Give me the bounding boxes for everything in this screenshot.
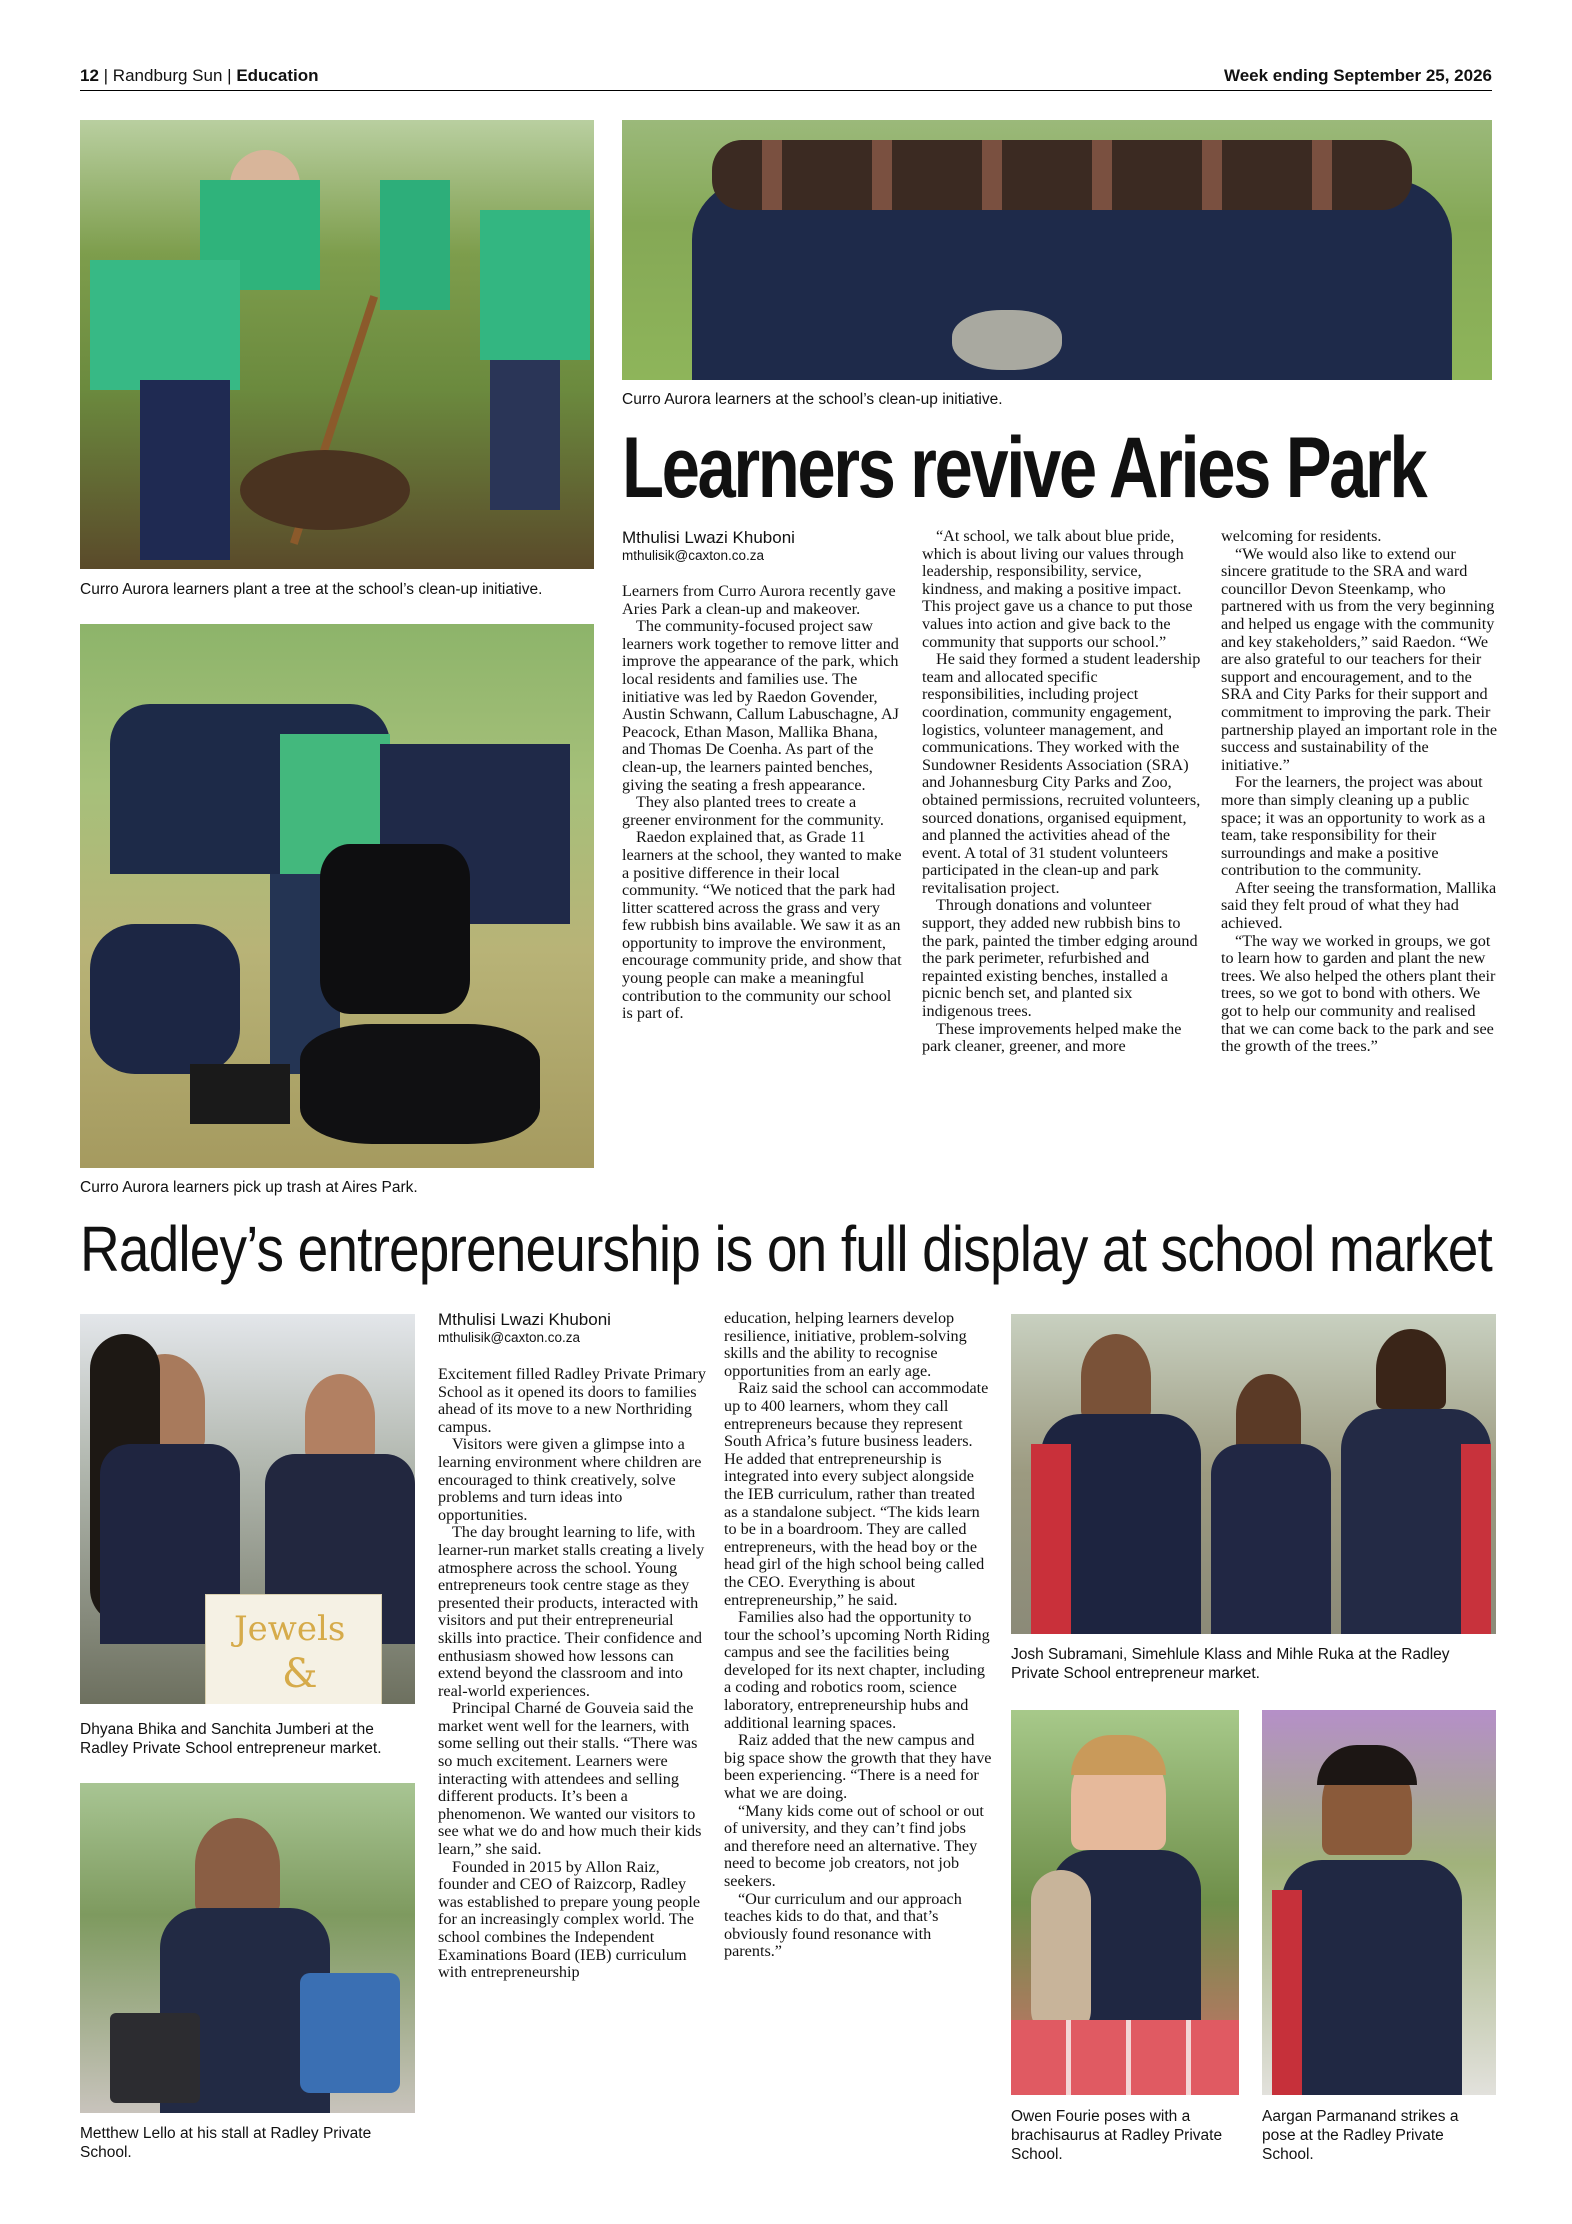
caption-owen-fourie: Owen Fourie poses with a brachisaurus at Radley Private School.	[1011, 2108, 1223, 2163]
paragraph: Founded in 2015 by Allon Raiz, founder and CEO of Raizcorp, Radley was established to prepare young people for an increasingly complex world. The school combines the Independent Examinations Board (IEB) curriculum with entrepreneurship	[438, 1857, 701, 1982]
paragraph: education, helping learners develop resilience, initiative, problem-solving skills and the ability to recognise opportunities from an early age.	[724, 1309, 967, 1380]
headline-aries-park: Learners revive Aries Park	[622, 420, 1426, 516]
photo-owen-fourie	[1011, 1710, 1239, 2095]
photo-planting-tree	[80, 120, 594, 569]
paragraph: The community-focused project saw learners work together to remove litter and improve the appearance of the park, which local residents and families use. The initiative was led by Raedon Govender, Austin Schwann, Callum Labuschagne, AJ Peacock, Ethan Mason, Mallika Bhana, and Thomas De Coenha. As part of the clean-up, the learners painted benches, giving the seating a fresh appearance.	[622, 617, 899, 794]
paragraph: He said they formed a student leadership team and allocated specific responsibilities, including project coordination, community engagement, logistics, volunteer management, and communications. They worked with the Sundowner Residents Association (SRA) and Johannesburg City Parks and Zoo, obtained permissions, recruited volunteers, sourced donations, organised equipment, and planned the activities ahead of the event. A total of 31 student volunteers participated in the clean-up and park revitalisation project.	[922, 650, 1201, 897]
photo-metthew-lello	[80, 1783, 415, 2113]
caption-dhyana-sanchita: Dhyana Bhika and Sanchita Jumberi at the Radley Private School entrepreneur market.	[80, 1721, 382, 1757]
paragraph: welcoming for residents.	[1221, 527, 1382, 545]
caption-pick-up-trash: Curro Aurora learners pick up trash at Aires Park.	[80, 1179, 418, 1196]
article1-column-3	[1221, 528, 1497, 1056]
paragraph: Excitement filled Radley Private Primary School as it opened its doors to families ahead of its move to a new Northriding campus.	[438, 1365, 706, 1436]
jewels-sign	[205, 1594, 382, 1704]
paragraph: Principal Charné de Gouveia said the market went well for the learners, with some selling out their stalls. “There was so much excitement. Learners were interacting with attendees and selling different products. It’s been a phenomenon. We wanted our visitors to see what we do and how much their kids learn,” she said.	[438, 1699, 702, 1859]
header-separator: |	[103, 66, 113, 85]
jewels-sign-text: Jewels	[234, 1609, 346, 1649]
caption-planting-tree: Curro Aurora learners plant a tree at the school’s clean-up initiative.	[80, 581, 543, 598]
header-separator: |	[227, 66, 237, 85]
caption-group-clean-up: Curro Aurora learners at the school’s clean-up initiative.	[622, 391, 1003, 408]
issue-date: Week ending September 25, 2026	[1223, 66, 1492, 85]
article1-column-1	[622, 583, 904, 1023]
caption-metthew-lello: Metthew Lello at his stall at Radley Private School.	[80, 2125, 372, 2161]
header-rule	[80, 90, 1492, 91]
paragraph: For the learners, the project was about more than simply cleaning up a public space; it was an opportunity to work as a team, take responsibility for their surroundings and make a positive contribution to the community.	[1221, 773, 1486, 880]
page-header-left	[80, 66, 318, 86]
jewels-sign-ampersand: &	[282, 1651, 318, 1697]
byline-article2: Mthulisi Lwazi Khuboni	[438, 1310, 611, 1329]
email-article2: mthulisik@caxton.co.za	[438, 1330, 581, 1345]
paragraph: Raiz added that the new campus and big space show the growth that they have been experiencing. “There is a need for what we are doing.	[724, 1731, 992, 1803]
byline-article1: Mthulisi Lwazi Khuboni	[622, 528, 795, 547]
caption-josh-simehlule-mihle: Josh Subramani, Simehlule Klass and Mihle Ruka at the Radley Private School entrepreneur market.	[1011, 1646, 1450, 1682]
paragraph: Raiz said the school can accommodate up to 400 learners, whom they call entrepreneurs because they represent South Africa’s future business leaders. He added that entrepreneurship is integrated into every subject alongside the IEB curriculum, rather than treated as a standalone subject. “The kids learn to be in a boardroom. They are called entrepreneurs, with the head boy or the head girl of the high school being called the CEO. Everything is about entrepreneurship,” he said.	[724, 1379, 989, 1609]
article2-column-2	[724, 1310, 992, 1961]
paragraph: Learners from Curro Aurora recently gave Aries Park a clean-up and makeover.	[622, 582, 896, 618]
caption-aargan-parmanand: Aargan Parmanand strikes a pose at the Radley Private School.	[1262, 2108, 1459, 2163]
paragraph: Raedon explained that, as Grade 11 learners at the school, they wanted to make a positive difference in their local community. “We noticed that the park had litter scattered across the grass and very few rubbish bins available. We saw it as an opportunity to improve the environment, encourage community pride, and show that young people can make a meaningful contribution to the community our school is part of.	[622, 828, 902, 1023]
photo-pick-up-trash	[80, 624, 594, 1168]
paragraph: “We would also like to extend our sincere gratitude to the SRA and ward councillor Devon Steenkamp, who partnered with us from the very beginning and helped us engage with the community and key stakeholders,” said Raedon. “We are also grateful to our teachers for their support and encouragement, and to the SRA and City Parks for their support and commitment to improving the park. Their partnership played an important role in the success and sustainability of the initiative.”	[1221, 544, 1498, 774]
photo-aargan-parmanand	[1262, 1710, 1496, 2095]
paragraph: Through donations and volunteer support, they added new rubbish bins to the park, painted the timber edging around the park perimeter, refurbished and repainted existing benches, installed a picnic bench set, and planted six indigenous trees.	[922, 896, 1198, 1021]
paragraph: “Many kids come out of school or out of university, and they can’t find jobs and therefore need an alternative. They need to become job creators, not job seekers.	[724, 1801, 984, 1890]
paragraph: They also planted trees to create a greener environment for the community.	[622, 793, 884, 829]
paragraph: The day brought learning to life, with learner-run market stalls creating a lively atmosphere across the school. Young entrepreneurs took centre stage as they presented their products, interacted with visitors and put their entrepreneurial skills into practice. Their confidence and enthusiasm showed how lessons can extend beyond the classroom and into real-world experiences.	[438, 1523, 705, 1700]
page-number: 12	[80, 66, 99, 85]
section-name: Education	[236, 66, 319, 85]
paragraph: After seeing the transformation, Mallika said they felt proud of what they had achieved.	[1221, 878, 1497, 933]
paragraph: Visitors were given a glimpse into a learning environment where children are encouraged to think creatively, solve problems and turn ideas into opportunities.	[438, 1435, 702, 1524]
paragraph: Families also had the opportunity to tour the school’s upcoming North Riding campus and see the facilities being developed for its next chapter, including a coding and robotics room, science laboratory, entrepreneurship hubs and additional learning spaces.	[724, 1608, 990, 1732]
article1-column-2	[922, 528, 1202, 1056]
headline-radley-market: Radley’s entrepreneurship is on full display at school market	[80, 1213, 1492, 1285]
publication-name: Randburg Sun	[112, 66, 223, 85]
photo-dhyana-sanchita	[80, 1314, 415, 1704]
email-article1: mthulisik@caxton.co.za	[622, 548, 765, 563]
paragraph: “At school, we talk about blue pride, which is about living our values through leadership, responsibility, service, kindness, and making a positive impact. This project gave us a chance to put those values into action and give back to the community that supports our school.”	[922, 527, 1193, 651]
paragraph: These improvements helped make the park cleaner, greener, and more	[922, 1019, 1182, 1056]
paragraph: “The way we worked in groups, we got to learn how to garden and plant the new trees. We also helped the others plant their trees, so we got to bond with others. We got to help our community and realised that we can come back to the park and see the growth of the trees.”	[1221, 931, 1496, 1056]
paragraph: “Our curriculum and our approach teaches kids to do that, and that’s obviously found resonance with parents.”	[724, 1889, 962, 1961]
photo-josh-simehlule-mihle	[1011, 1314, 1496, 1634]
article2-column-1	[438, 1366, 706, 1982]
photo-group-clean-up	[622, 120, 1492, 380]
